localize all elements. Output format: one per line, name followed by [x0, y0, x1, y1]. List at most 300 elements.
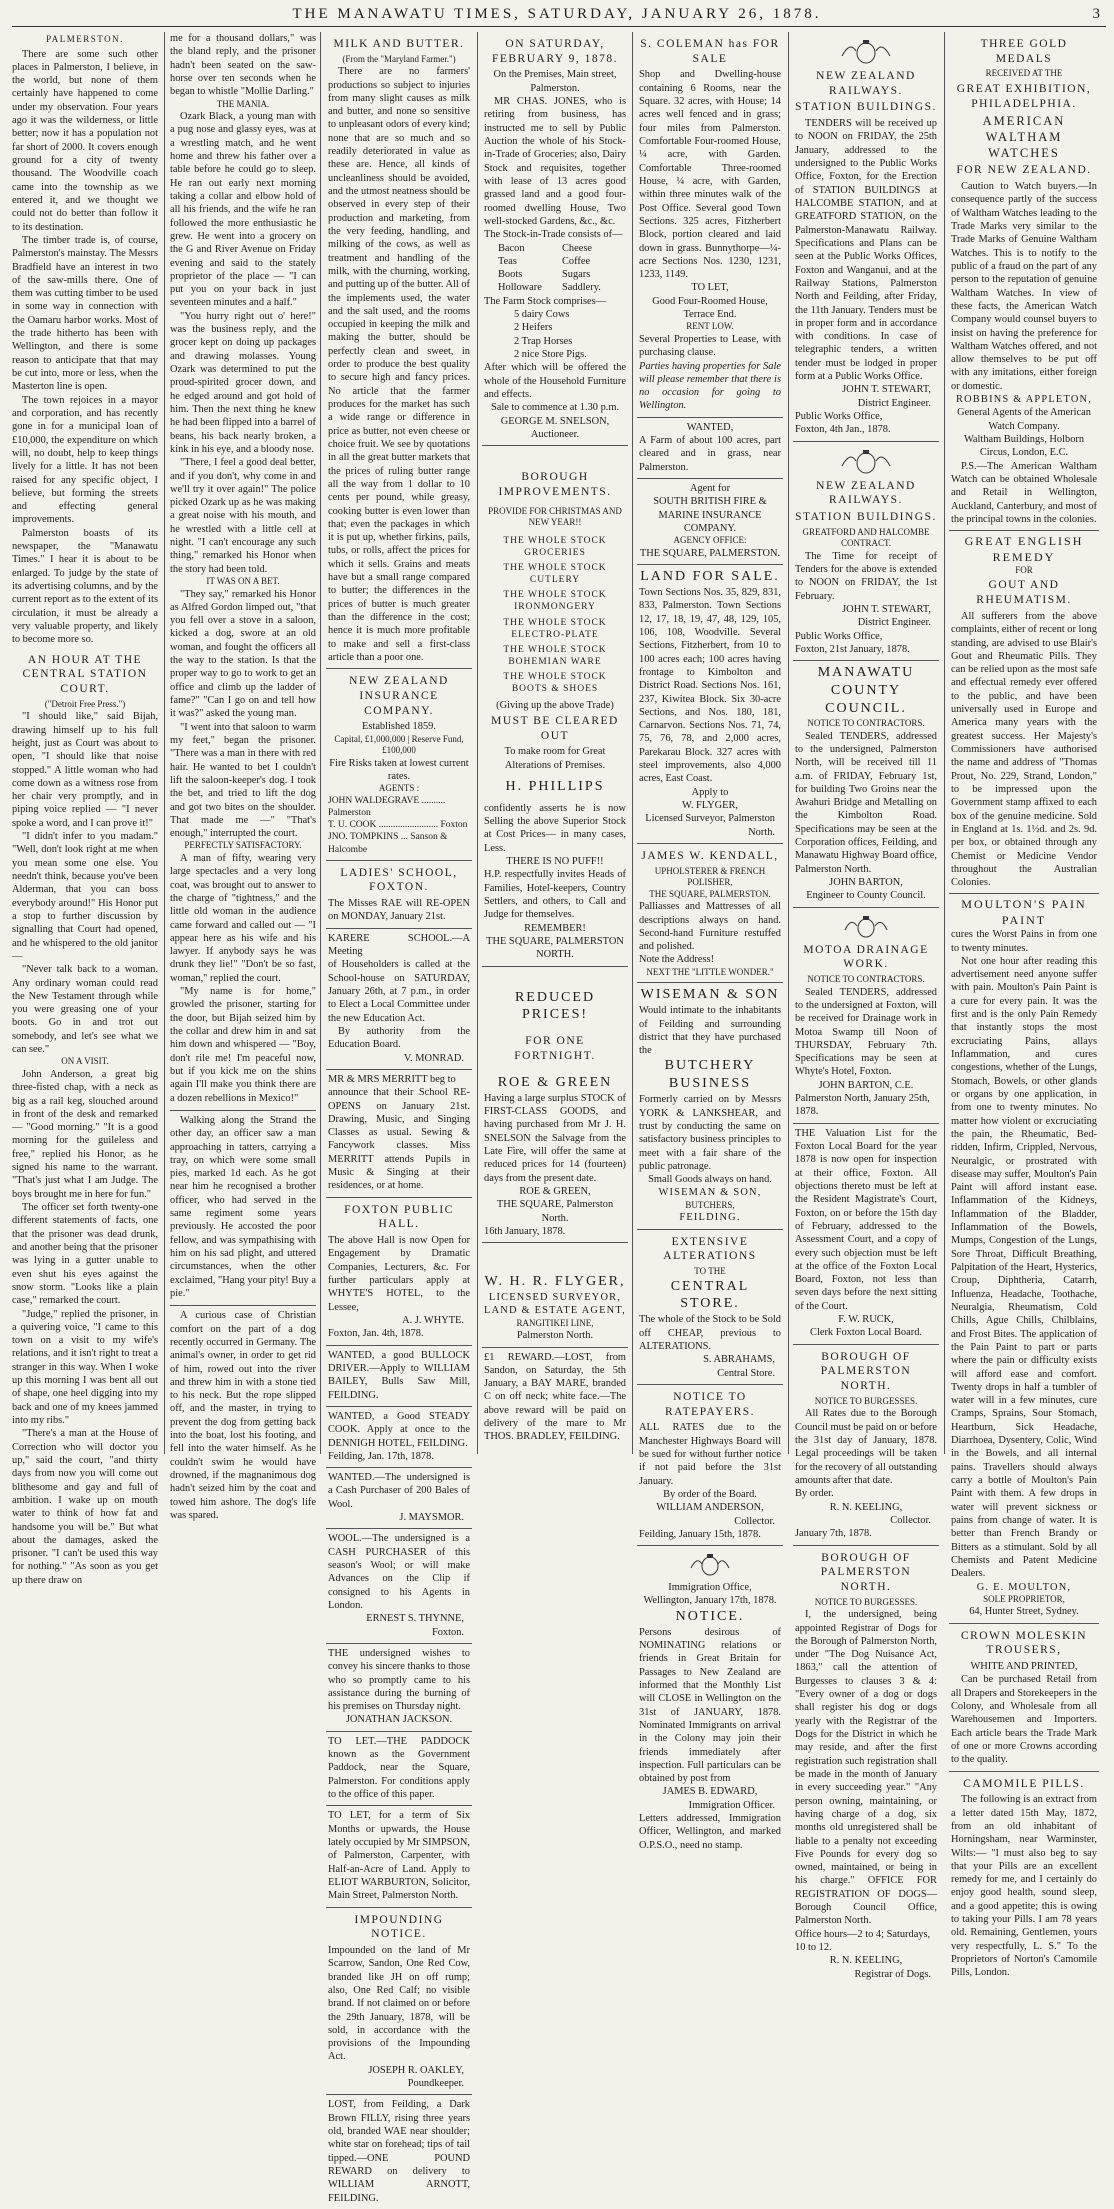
stock-item: Saddlery.	[562, 282, 601, 294]
ad-role: Registrar of Dogs.	[854, 1968, 931, 1980]
valuation-list-ad	[793, 1124, 939, 1345]
nz-railways-tender-ad	[793, 32, 939, 442]
article-paragraph: "I went into that saloon to warm my feet," began the prisoner. "There was a man in there with red hair. He wanted to bet I couldn't lift the saloon-keeper's dog. I took the bet, and tried to lift the dog and got two bites on the shoulder. That made me —" "That's enough," interrupted the court.	[170, 721, 316, 840]
ad-role: Licensed Surveyor, Palmerston North.	[645, 813, 775, 838]
ad-text: RENT LOW.	[686, 321, 734, 332]
borough-improvements-ad	[482, 446, 628, 966]
ad-text: The Farm Stock comprises—	[484, 295, 607, 307]
ad-text: WOOL.—The undersigned is a CASH PURCHASER of this season's Wool; or will make Advances on the Clip if consigned to his Agents in London.	[328, 1533, 470, 1611]
stock-item: Coffee	[562, 255, 591, 267]
ad-title: REDUCED PRICES!	[514, 989, 596, 1023]
article-source: ("Detroit Free Press.")	[44, 698, 126, 709]
article-paragraph: John Anderson, a great big three-fisted chap, with a neck as big as a rail keg, slouched around in front of the desk and remarked — "Good morning." "It is a good morning for the guileless and free," replied his Honor, as he signed his name to the warrant. "That's just what I am Judge. The boys brought me in here for fun."	[12, 1068, 158, 1200]
ad-title: LAND FOR SALE.	[640, 569, 780, 585]
ad-text: LOST, from Feilding, a Dark Brown FILLY, rising three years old, branded WAE near shoulder; white star on forehead; tips of tail tipped.—ONE POUND REWARD on delivery to WILLIAM ARNOTT, FEILDING.	[328, 2099, 470, 2204]
article-paragraph: The timber trade is, of course, Palmerston's mainstay. The Messrs Bradfield have an interest in two of the saw-mills there. One of them was cutting timber to be used in some way in connection with the Oamaru harbor works. Most of the trade hitherto has been with Wellington, and there is some reason to anticipate that that may be cut into, more or less, when the Masterton line is open.	[12, 234, 158, 393]
ad-name: H. PHILLIPS	[505, 778, 605, 794]
ad-text: Town Sections Nos. 35, 829, 831, 833, Palmerston. Town Sections 12, 17, 18, 19, 47, 48, 129, 105, 106, 108, Woodville. Several Sections, Fitzherbert, from 10 to 100 acres each; 100 acres having frontage to Kimbolton and District Road. Sections Nos. 161, 237, Kiwitea Block. Six 30-acre Sections, and Nos. 180, 181, Carnarvon. Sections Nos. 71, 74, 75, 76, 78, and 2,000 acres, Parekarau Block. 327 acres with steel improvements, also 4,000 acres, East Coast.	[639, 587, 781, 785]
stock-line-item: THE WHOLE STOCK ELECTRO-PLATE	[503, 617, 607, 640]
masthead-rule	[12, 26, 1106, 27]
ad-text: REMEMBER!	[524, 922, 586, 934]
impounding-notice	[326, 1908, 472, 2096]
ad-signature: J. MAYSMOR.	[399, 1512, 464, 1524]
ad-text: TO LET, for a term of Six Months or upwards, the House lately occupied by Mr SIMPSON, of Palmerston, Carpenter, with Half-an-Acre of Land. Apply to ELIOT WARBURTON, Solicitor, Main Street, Palmerston North.	[328, 1810, 470, 1902]
article-subheading: IT WAS ON A BET.	[206, 576, 280, 587]
article-paragraph: "They say," remarked his Honor as Alfred Gordon limped out, "that you fell over a stove in a saloon, kicked a dog, swore at an old woman, and fought the officers all the way to the station. Is that the proper way to go to work to get an office and climb up the ladder of fame?" "Can I go on and tell how it was?" asked the young man.	[170, 588, 316, 720]
ad-text: TO LET.—THE PADDOCK known as the Government Paddock, near the Square, Palmerston. For conditions apply to the office of this paper.	[328, 1735, 470, 1801]
ad-text: Formerly carried on by Messrs YORK & LANKSHEAR, and trust by conducting the same on satisfactory business principles to meet with a fair share of the public patronage.	[639, 1094, 781, 1172]
ad-role: District Engineer.	[857, 617, 931, 629]
ad-text: Impounded on the land of Mr Scarrow, Sandon, One Red Cow, branded like JH on off rump; also, One Red Calf; no visible brand. If not claimed on or before the 29th January, 1878, will be sold, in accordance with the provisions of the Impounding Act.	[328, 1944, 470, 2063]
ad-text: To make room for Great Alterations of Premises.	[504, 746, 606, 771]
ad-title: NEW ZEALAND RAILWAYS.	[816, 70, 916, 97]
ad-text: announce that their School RE-OPENS on January 21st. Drawing, Music, and Singing Classes as usual. Sewing & Fancywork classes. Miss MERRITT attends Pupils in Music & Singing at their residences, or at home.	[328, 1087, 470, 1192]
wiseman-butchers-ad	[637, 983, 783, 1229]
wool-purchaser-ad	[326, 1529, 472, 1644]
ad-signature: GEORGE M. SNELSON,	[500, 415, 610, 427]
ad-text: The following is an extract from a letter dated 15th May, 1872, from an old inhabitant of Horningsham, near Warminster, Wilts:— "I must also beg to say that your Pills are an excellent remedy for me, and I certainly do enjoy good health, sound sleep, and a good appetite; this is owing to taking your Pills. I am 78 years old. Remaining, Gentlemen, yours very respectfully, L. S." To the Proprietors of Norton's Camomile Pills, London.	[951, 1794, 1097, 1979]
article-paragraph: "I didn't infer to you madam." "Well, don't look right at me when you mean some one else. You needn't think, because you've been Alderman, that you can boss everybody around!" His Honor put a stop to further discussion by signalling that Court had opened, and he whispered to the old janitor —	[12, 831, 158, 962]
merritt-school-ad	[326, 1070, 472, 1198]
article-paragraph: me for a thousand dollars," was the bland reply, and the prisoner hadn't been seated on the saw-horse over ten seconds when he began to whistle "Mollie Darling."	[170, 33, 316, 98]
ad-text: P.S.—The American Waltham Watch can be obtained Wholesale and Retail in Wellington, Auckland, Canterbury, and most of the principal towns in the colonies.	[951, 460, 1097, 525]
ad-text: WANTED, a good BULLOCK DRIVER.—Apply to WILLIAM BAILEY, Bulls Saw Mill, FEILDING.	[328, 1349, 470, 1401]
dog-registration-notice	[793, 1546, 939, 1985]
farm-stock-item: 2 Trap Horses	[514, 335, 573, 347]
ad-subtitle: NOTICE TO BURGESSES.	[814, 1395, 918, 1406]
ad-title: JAMES W. KENDALL,	[641, 849, 779, 862]
column-6	[793, 32, 939, 1980]
ad-signature: JOHN T. STEWART,	[842, 604, 931, 616]
ladies-school-ad	[326, 861, 472, 929]
ad-text: AGENCY OFFICE:	[673, 535, 747, 546]
ad-role: Immigration Officer.	[688, 1799, 775, 1811]
ad-subtitle: PROVIDE FOR CHRISTMAS AND NEW YEAR!!	[488, 505, 622, 528]
ad-text: Fire Risks taken at lowest current rates.	[329, 757, 469, 783]
ad-text: TO LET,	[691, 282, 729, 294]
ad-text: Capital, £1,000,000 | Reserve Fund, £100,000	[334, 733, 464, 756]
ad-text: Having a large surplus STOCK of FIRST-CLASS GOODS, and having purchased from Mr J. H. SNELSON the Salvage from the Late Fire, will offer the same at reduced prices for 14 (fourteen) days from the present date.	[484, 1092, 626, 1184]
ad-place: FEILDING.	[679, 1212, 741, 1224]
ad-signature: S. ABRAHAMS,	[703, 1354, 775, 1366]
ad-title: MANAWATU COUNTY COUNCIL.	[817, 665, 915, 717]
ad-text: cures the Worst Pains in from one to twenty minutes.	[951, 929, 1097, 954]
ad-signature: WISEMAN & SON,	[658, 1187, 762, 1199]
farm-stock-list	[484, 308, 626, 361]
stock-item: Teas	[498, 255, 517, 267]
ad-title: LADIES' SCHOOL, FOXTON.	[340, 866, 458, 894]
column-7	[949, 32, 1099, 1979]
farm-stock-item: 2 nice Store Pigs.	[514, 349, 587, 360]
ad-highlight: MUST BE CLEARED OUT	[491, 714, 619, 742]
ad-text: All Rates due to the Borough Council must be paid on or before the 31st day of January, 1878. Legal proceedings will be taken for the recovery of all outstanding amounts after that date.	[795, 1408, 937, 1486]
article-paragraph: "You hurry right out o' here!" was the business reply, and the grocer kept on doing up packages and drawing molasses. Young Ozark was determined to put the proud-spirited grocer down, and he edged around and got hold of him. Then the next thing he knew he had been flipped into a barrel of beans, his back nearly broken, a kink in his eye, and a bloody nose.	[170, 310, 316, 455]
article-paragraph: There are no farmers' productions so subject to injuries from many slight causes as milk and butter, and none so sensitive to unpleasant odors of every kind; none that are so much and so readily deteriorated in value as these are. Hence, all kinds of uncleanliness should be avoided, and the utmost neatness should be observed in every step of their production and marketing, from the very feeding, handling, and milking of the cows, as well as treatment and handling of the milk, with the churning, working, and putting up of the butter. All of the implements used, the water and the salt used, and the rooms occupied in keeping the milk and making the butter, should be perfectly clean and sweet, in order to produce the best quality to secure high and fancy prices. No article that the farmer produces for the market has such a wide range or difference in price as butter, not even cheese or choice fruit. We see by quotations in all the great butter markets that the prices of ruling butter range all the way from 1 dollar to 10 cents per pound, while greasy, cooking butter is even lower than that; even the packages in which it is put up, whether firkins, pails, tubs, or rolls, affect the prices for which it sells. Grains and meats have but a small range compared to butter; the differences in the prices of butter is much greater than the difference in the cost; hence it is much more profitable to make and sell a first-class article than a poor one.	[328, 66, 470, 663]
ad-role: Poundkeeper.	[407, 2078, 464, 2090]
ad-subtitle: NOTICE TO CONTRACTORS.	[807, 718, 925, 729]
ad-subtitle: STATION BUILDINGS.	[795, 511, 937, 524]
ad-subtitle: GREATFORD AND HALCOMBE CONTRACT.	[802, 526, 930, 549]
ad-text: I, the undersigned, being appointed Registrar of Dogs for the Borough of Palmerston North, under "The Dog Nuisance Act, 1863," call the attention of Burgesses to clauses 3 & 4: "Every owner of a dog or dogs shall register his dog or dogs yearly with the Registrar of the Dogs for the District in which he may reside, and after the first registration such registration shall be made in the month of January in every succeeding year." "Any person owning, maintaining, or having charge of a dog, six months old unregistered shall be liable to a penalty not exceeding Five Pounds for every dog so owned, maintained, or being in his charge." OFFICE FOR REGISTRATION OF DOGS— Borough Council Office, Palmerston North.	[795, 1609, 937, 1927]
land-for-sale-ad	[637, 565, 783, 844]
ad-text: Letters addressed, Immigration Officer, Wellington, and marked O.P.S.O., need no stamp.	[639, 1813, 781, 1851]
ad-date: Foxton, 4th Jan., 1878.	[795, 424, 891, 436]
moleskin-trousers-ad	[949, 1624, 1099, 1772]
stock-line-item: THE WHOLE STOCK IRONMONGERY	[503, 590, 607, 613]
ad-text: Persons desirous of NOMINATING relations or friends in Great Britain for Passages to New Zealand are informed that the Monthly List will CLOSE in Wellington on the 31st of JANUARY, 1878. Nominated Immigrants on arrival in the Colony may join their friends immediately after inspection. Full particulars can be obtained by post from	[639, 1626, 781, 1785]
masthead	[0, 0, 1114, 30]
article-subheading: ON A VISIT.	[61, 1056, 109, 1067]
ad-title: BOROUGH IMPROVEMENTS.	[498, 471, 612, 498]
ad-date: Foxton, 21st January, 1878.	[795, 644, 910, 656]
ad-signature: R. N. KEELING,	[829, 1955, 903, 1967]
reduced-prices-ad	[482, 967, 628, 1244]
ad-place: Central Store.	[717, 1367, 775, 1379]
central-store-ad	[637, 1230, 783, 1385]
article-paragraph: "Judge," replied the prisoner, in a quivering voice, "I came to this town on a visit to my wife's relations, and it isn't right to treat a stranger in this way. When I woke up this morning I was bent all out of shape, one heel digging into my back and one of my knees jammed into my ribs."	[12, 1308, 158, 1427]
ad-role: Engineer to County Council.	[806, 890, 926, 902]
ad-role: Collector.	[890, 1514, 931, 1526]
ad-date: 16th January, 1878.	[484, 1225, 566, 1237]
ad-role: Collector.	[734, 1515, 775, 1527]
ad-address: Waltham Buildings, Holborn Circus, London, E.C.	[963, 434, 1085, 459]
column-5	[637, 32, 783, 1851]
ad-date: Palmerston North, January 25th, 1878.	[795, 1093, 930, 1118]
article-paragraph: The officer set forth twenty-one different statements of facts, one that the prisoner was dead drunk, and another being that the prisoner was lying in a gutter unable to even shut his eyes against the snow storm. "Looks like a plain case," remarked the court.	[12, 1202, 158, 1307]
ratepayers-notice	[637, 1385, 783, 1546]
ad-signature: G. E. MOULTON,	[976, 1581, 1072, 1593]
column-divider	[944, 32, 945, 1454]
ad-text: Immigration Office,	[668, 1582, 752, 1594]
column-divider	[477, 32, 478, 1454]
ad-text: On the Premises, Main street, Palmerston.	[493, 69, 617, 94]
ad-text: of Householders is called at the School-house on SATURDAY, January 26th, at 7 p.m., in order to Elect a Local Committee under the new Education Act.	[328, 959, 470, 1024]
ad-place: Palmerston North.	[516, 1330, 594, 1342]
ad-signature: A. J. WHYTE.	[402, 1315, 464, 1327]
ad-subtitle: FOR ONE FORTNIGHT.	[514, 1035, 596, 1063]
stock-line-item: THE WHOLE STOCK GROCERIES	[503, 535, 607, 558]
public-hall-ad	[326, 1198, 472, 1346]
column-divider	[164, 32, 165, 1454]
ad-address: THE SQUARE, PALMERSTON NORTH.	[486, 935, 624, 961]
ad-text: LICENSED SURVEYOR, LAND & ESTATE AGENT,	[484, 1292, 626, 1317]
article-subheading: THE MANIA.	[216, 98, 270, 109]
immigration-notice	[637, 1546, 783, 1856]
reward-ad	[482, 1348, 628, 1448]
ad-text: Apply to	[691, 786, 729, 798]
ad-text: ALL RATES due to the Manchester Highways Board will be sued for without further notice if not paid before the 31st January.	[639, 1422, 781, 1487]
county-council-ad	[793, 661, 939, 907]
ad-text: Can be purchased Retail from all Drapers and Storekeepers in the Colony, and Wholesale from all Warehousemen and Importers. Each article bears the Trade Mark of one or more Crowns according to the quality.	[951, 1674, 1097, 1766]
ad-signature: F. W. RUCK,	[838, 1314, 894, 1326]
ad-text: A Farm of about 100 acres, part cleared and in grass, near Palmerston.	[639, 435, 781, 473]
ad-title: WANTED,	[686, 421, 734, 433]
ad-address: THE SQUARE, PALMERSTON.	[649, 888, 771, 899]
ad-role: BUTCHERS,	[685, 1199, 735, 1210]
ad-text: RECEIVED AT THE	[985, 68, 1063, 79]
ad-text: WANTED, a Good STEADY COOK. Apply at once to the DENNIGH HOTEL, FEILDING.	[328, 1410, 470, 1449]
article-paragraph: A man of fifty, wearing very large spectacles and a very long coat, was brought out to answer to the charge of "tightness," and the little old woman in the audience came forward and called out — "I appear here as his wife and his lawyer. If anybody says he was drunk they lie!" "Don't be so fast, woman," replied the court.	[170, 852, 316, 984]
ad-text: Sale to commence at 1.30 p.m.	[490, 402, 620, 414]
ad-text: WANTED.—The undersigned is a Cash Purchaser of 200 Bales of Wool.	[328, 1472, 470, 1510]
ad-subtitle: NOTICE TO CONTRACTORS.	[807, 974, 925, 985]
ad-role: Auctioneer.	[530, 428, 580, 440]
ad-text: Public Works Office,	[795, 630, 883, 642]
ad-signature: JOSEPH R. OAKLEY,	[368, 2064, 464, 2076]
farm-wanted-ad	[637, 418, 783, 479]
ad-name: GOUT AND RHEUMATISM.	[976, 579, 1072, 607]
ad-title: BOROUGH OF PALMERSTON NORTH.	[820, 1350, 912, 1393]
masthead-title: THE MANAWATU TIMES, SATURDAY, JANUARY 26, 1878.	[292, 6, 822, 22]
ad-text: Public Works Office,	[795, 411, 883, 423]
lost-filly-ad	[326, 2095, 472, 2209]
ad-text: Not one hour after reading this advertisement need anyone suffer with pain. Moulton's Pain Paint is a cure for every pain. It was the first and is the only Pain Remedy that instantly stops the most excruciating Pains, allays Inflammation, and cures congestions, whether of the Lungs, Stomach, Bowels, or other glands or organs by one application, in from one to twenty minutes. No matter how violent or excruciating the pain, the Rheumatic, Bed-ridden, Infirm, Crippled, Nervous, Neuralgic, or prostrated with disease may suffer, Moulton's Pain Paint will afford instant ease. Inflammation of the Kidneys, Inflammation of the Bladder, Inflammation of the Bowels, Mumps, Congestion of the Lungs, Sore Throat, Difficult Breathing, Palpitation of the Heart, Hysterics, Croup, Diphtheria, Catarrh, Influenza, Headache, Toothache, Neuralgia, Rheumatism, Cold Chills, Ague Chills, Chilblains, and Frost Bites. The application of the Pain Paint to part or parts where the pain or difficulty exists will afford ease and comfort. Twenty drops in half a tumbler of water will in a few minutes, cure Cramps, Sprains, Sour Stomach, Heartburn, Sick Headache, Diarrhoea, Dysentery, Colic, Wind in the Bowels, and all internal pains. Travellers should always carry a bottle of Moulton's Pain Paint with them. A few drops in water will prevent sickness or pains from change of water. It is better than French Brandy or Bitters as a stimulant. Sold by all Chemists and Patent Medicine Dealers.	[951, 955, 1097, 1580]
ad-text: Sealed TENDERS, addressed to the undersigned, Palmerston North, will be received till 11 a.m. of FRIDAY, February 1st, for building Two Groins near the Awahuri Bridge and Metalling on the Kimbolton Road. Specifications may be seen at the Corporation offices, Feilding, and Manawatu Highway Board office, Palmerston North.	[795, 730, 937, 875]
ad-text: Caution to Watch buyers.—In consequence partly of the success of Waltham Watches leading to the Trade Marks very similar to the Trade Marks of Genuine Waltham Watches. This is to notify to the public of a fraud on the part of any person to the reputation of genuine Waltham Watches. In view of these facts, the American Watch Company would counsel buyers to insist on having the preference for Waltham Watches offered, and not allow themselves to be put off with any imitations, either foreign or domestic.	[951, 181, 1097, 392]
article-subheading: PERFECTLY SATISFACTORY.	[184, 840, 302, 851]
ad-name: ROE & GREEN	[497, 1074, 613, 1090]
ad-text: By order of the Board.	[663, 1488, 757, 1500]
column-divider	[788, 32, 789, 1454]
page-number: 3	[1092, 6, 1100, 22]
ad-text: £1 REWARD.—LOST, from Sandon, on Saturday, the 5th January, a BAY MARE, branded C on off neck; white face.—The above reward will be paid on delivery of the mare to Mr THOS. BRADLEY, FEILDING.	[484, 1351, 626, 1443]
ad-signature: ROBBINS & APPLETON,	[955, 394, 1093, 406]
ad-highlight: BUTCHERY BUSINESS	[664, 1058, 756, 1092]
ad-date: Foxton, Jan. 4th, 1878.	[328, 1328, 424, 1340]
article-paragraph: "There, I feel a good deal better, and if you don't, why come in and we'll try it over again!" The police picked Ozark up as he was making a great noise with his mouth, and he wrestled with a little cell at night. "I can't encourage any such thing," remarked his Honor when the story had been told.	[170, 457, 316, 575]
article-paragraph: Ozark Black, a young man with a pug nose and glassy eyes, was at a wrestling match, and he went home and threw his father over a table before he could go to sleep. He ran out early next morning taking a collar and elbow hold of all his friends, and the wife he ran followed the more enthusiastic he grew. He went into a grocery on the G and River Avenue on Friday evening and said to the stately proprietor of the place — "I can put you on your back in just seventeen minutes and a half."	[170, 111, 316, 309]
ad-text: NEXT THE "LITTLE WONDER."	[646, 966, 774, 977]
ad-signature: ERNEST S. THYNNE,	[366, 1613, 464, 1625]
ad-text: Established 1859.	[362, 721, 436, 733]
ad-text: UPHOLSTERER & FRENCH POLISHER,	[654, 865, 766, 888]
ad-subtitle: WHITE AND PRINTED,	[970, 1661, 1078, 1673]
article-paragraph: Palmerston boasts of its newspaper, the "Manawatu Times." I hear it is about to be enlarged. To judge by the state of its advertising columns, and by the current report as to the extent of its circulation, it must be already a very valuable property, and likely to become more so.	[12, 527, 158, 646]
ad-text: Office hours—2 to 4; Saturdays, 10 to 12.	[795, 1928, 931, 1953]
ad-text: The whole of the Stock to be Sold off CHEAP, previous to ALTERATIONS.	[639, 1314, 781, 1352]
ad-name: CENTRAL STORE.	[670, 1278, 750, 1312]
stock-item: Sugars	[562, 269, 591, 281]
ad-signature: W. FLYGER,	[681, 800, 738, 811]
article-paragraph: "Never talk back to a woman. Any ordinary woman could read the New Testament through while you were greasing one of your boots. Go in and trot out somebody, and let's see what we can see."	[12, 964, 158, 1056]
ad-text: confidently asserts he is now Selling the above Superior Stock at Cost Prices— in many cases, Less.	[484, 802, 626, 854]
farm-stock-item: 2 Heifers	[514, 322, 553, 334]
ad-text: H.P. respectfully invites Heads of Families, Hotel-keepers, Country Settlers, and others, to Call and Judge for themselves.	[484, 869, 626, 921]
column-3	[326, 32, 472, 2204]
article-paragraph: There are some such other places in Palmerston, I believe, in the world, but none of them certainly have happened to come under my observation. Four years ago it was the wilderness, or little better; now it has a population not far short of 2000. It covers enough ground for a city of twenty thousand. The Woodville coach came into the township as we entered it, and we thought we could not do better than follow it to its destination.	[12, 48, 158, 233]
ad-title: NEW ZEALAND INSURANCE COMPANY.	[349, 675, 449, 717]
ad-title: IMPOUNDING NOTICE.	[354, 1913, 444, 1941]
nz-railways-extension-ad	[793, 442, 939, 662]
column-divider	[320, 32, 321, 1454]
stock-item: Cheese	[562, 242, 593, 254]
ad-signature: ROE & GREEN,	[519, 1185, 591, 1197]
crest-icon	[687, 1552, 733, 1578]
ad-role: SOLE PROPRIETOR,	[983, 1593, 1065, 1604]
ad-text: THE Valuation List for the Foxton Local Board for the year 1878 is now open for inspection at their office, Foxton. All objections thereto must be left at the Resident Magistrate's Court, Foxton, on or before the 15th day of February, addressed to the Assessment Court, and a copy of every such objection must be left at the office of the Foxton Local Board, Foxton, not less than seven days before the next sitting of the Court.	[795, 1127, 937, 1312]
ad-title: GREAT ENGLISH REMEDY	[964, 534, 1084, 564]
ad-name: AMERICAN WALTHAM WATCHES	[982, 114, 1066, 161]
stock-line-item: THE WHOLE STOCK CUTLERY	[503, 562, 607, 586]
column-divider	[632, 32, 633, 1454]
ad-text: TO THE	[694, 1266, 726, 1277]
ad-text: By order.	[795, 1488, 834, 1500]
ad-text: TENDERS will be received up to NOON on FRIDAY, the 25th January, addressed to the undersigned to the Public Works Office, Foxton, for the Erection of STATION BUILDINGS at HALCOMBE STATION, and at GREATFORD STATION, on the Palmerston-Manawatu Railway. Specifications and Plans can be seen at the Public Works Offices, Foxton and Wanganui, and at the Railway Stations, Palmerston North and Feilding, after Friday, the 11th January. Tenders must be in proper form and in accordance with conditions. In case of telegraphic tenders, a written tender must be lodged in proper form at a Public Works Office.	[795, 118, 937, 383]
ad-title: NOTICE.	[675, 1608, 745, 1624]
article-paragraph: "My name is for home," growled the prisoner, starting for the door, but Bijah seized him by the collar and drew him in and sat him down and whispered — "Boy, don't rile me! I'm peaceful now, but if you kick me on the shins again I'll make you think there are a dozen rebellions in Mexico!"	[170, 986, 316, 1104]
ad-text: JNO. TOMPKINS ... Sanson & Halcombe	[328, 832, 448, 855]
ad-text: Agent for	[689, 483, 731, 495]
ad-text: THERE IS NO PUFF!!	[506, 856, 604, 868]
ad-text: All sufferers from the above complaints, either of recent or long standing, are advised to use Blair's Gout and Rheumatic Pills. They can be relied upon as the most safe and effectual remedy ever offered to the public, and have been universally used in Europe and America many years with the greatest success. Her Majesty's Commissioners have authorised the name and address of "Thomas Prout, No. 229, Strand, London," to be impressed upon the Government stamp affixed to each box of the genuine medicine. Sold in England at 1s. 1½d. and 2s. 9d. per box, or obtained through any Chemist or Medicine Vendor throughout the Australian Colonies.	[951, 610, 1097, 889]
thanks-notice	[326, 1644, 472, 1732]
camomile-pills-ad	[949, 1772, 1099, 1984]
ad-text: FOR NEW ZEALAND.	[956, 164, 1092, 177]
ad-address: THE SQUARE, PALMERSTON.	[639, 547, 781, 559]
ad-text: RANGITIKEI LINE,	[516, 1317, 594, 1328]
ad-signature: JOHN BARTON, C.E.	[818, 1079, 914, 1091]
ad-title: THREE GOLD MEDALS	[980, 38, 1068, 65]
ad-signature: WILLIAM ANDERSON,	[656, 1502, 764, 1514]
nz-insurance-ad	[326, 669, 472, 860]
ad-text: SOUTH BRITISH FIRE & MARINE INSURANCE COMPANY.	[653, 496, 767, 534]
gout-remedy-ad	[949, 531, 1099, 894]
motoa-drainage-ad	[793, 908, 939, 1124]
ad-title: MOTOA DRAINAGE WORK.	[803, 943, 929, 971]
ad-signature: JOHN T. STEWART,	[842, 384, 931, 396]
pain-paint-ad	[949, 894, 1099, 1623]
ad-title: S. COLEMAN has FOR SALE	[640, 38, 780, 65]
stock-list	[484, 535, 626, 696]
ad-text: (Giving up the above Trade)	[496, 699, 614, 711]
insurance-agent-ad	[637, 479, 783, 565]
auction-sale-ad	[482, 32, 628, 446]
ad-signature: V. MONRAD.	[403, 1052, 464, 1064]
paddock-to-let-ad	[326, 1732, 472, 1807]
ad-text: Small Goods always on hand.	[648, 1174, 772, 1186]
ad-name: W. H. R. FLYGER,	[484, 1274, 626, 1290]
article-heading: PALMERSTON.	[46, 34, 124, 44]
ad-subtitle: STATION BUILDINGS.	[795, 101, 937, 114]
ad-title: FOXTON PUBLIC HALL.	[344, 1203, 454, 1231]
ad-date: January 7th, 1878.	[795, 1528, 872, 1540]
ad-title: BOROUGH OF PALMERSTON NORTH.	[820, 1551, 912, 1593]
ad-date: Wellington, January 17th, 1878.	[643, 1595, 777, 1607]
ad-role: General Agents of the American Watch Company.	[957, 407, 1091, 432]
column-2	[170, 32, 316, 1521]
stock-item: Boots	[498, 269, 523, 281]
ad-title: CROWN MOLESKIN TROUSERS,	[960, 1629, 1088, 1657]
article-heading: MILK AND BUTTER.	[333, 38, 465, 50]
flyger-surveyor-ad	[482, 1243, 628, 1347]
article-divider	[170, 1305, 316, 1306]
ad-text: By authority from the Education Board.	[328, 1025, 470, 1051]
ad-title: MOULTON'S PAIN PAINT	[961, 897, 1087, 927]
ad-subtitle: NOTICE TO BURGESSES.	[814, 1596, 918, 1607]
ad-text: Palliasses and Mattresses of all descriptions always on hand. Second-hand Furniture restuffed and polished.	[639, 901, 781, 953]
farm-stock-item: 5 dairy Cows	[514, 309, 570, 321]
milk-butter-article	[326, 32, 472, 669]
column-4	[482, 32, 628, 1454]
stock-item: Holloware	[498, 282, 542, 294]
stock-item: Bacon	[498, 242, 525, 254]
ad-signature: JONATHAN JACKSON.	[345, 1714, 453, 1726]
ad-title: MR & MRS MERRITT beg to	[328, 1073, 456, 1085]
article-paragraph: A curious case of Christian comfort on the part of a dog recently occurred in Germany. The animal's owner, in order to get rid of him, rowed out into the river and threw him in with a stone tied to his neck. But the rope slipped off, and the master, in trying to prevent the dog from getting back into the boat, lost his footing, and fell into the water himself. As he couldn't swim he would have drowned, if the magnanimous dog hadn't seized him by the coat and towed him ashore. The dog's life was spared.	[170, 1310, 316, 1521]
ad-title: EXTENSIVE ALTERATIONS	[663, 1235, 757, 1263]
ad-text: The Time for receipt of Tenders for the above is extended to NOON on FRIDAY, the 1st February.	[795, 550, 937, 602]
borough-rates-notice	[793, 1345, 939, 1546]
ad-title: NEW ZEALAND RAILWAYS.	[816, 479, 916, 507]
ad-place: Foxton.	[431, 1626, 464, 1638]
ad-title: ON SATURDAY, FEBRUARY 9, 1878.	[491, 38, 619, 65]
stock-line-item: THE WHOLE STOCK BOOTS & SHOES	[503, 672, 607, 695]
ad-role: Clerk Foxton Local Board.	[810, 1327, 922, 1339]
ad-text: Shop and Dwelling-house containing 6 Rooms, near the Square. 32 acres, with House; 14 acres well fenced and in grass; four miles from Palmerston. Comfortable Four-roomed House, ¼ acre, with Garden. Comfortable Three-roomed House, ¼ acre, with Garden, within three minutes walk of the Post Office. Several good Town Sections. 325 acres, Fitzherbert Block, portion cleared and laid down in grass. Bunnythorpe—¼-acre Sections Nos. 1230, 1231, 1233, 1149.	[639, 69, 781, 281]
bullock-driver-ad	[326, 1346, 472, 1407]
ad-text: THE undersigned wishes to convey his sincere thanks to those who so promptly came to his assistance during the burning of his premises on Thursday night.	[328, 1647, 470, 1713]
ad-note: Note the Address!	[639, 954, 715, 966]
karere-school-ad	[326, 929, 472, 1070]
ad-text: The Misses RAE will RE-OPEN on MONDAY, January 21st.	[328, 898, 470, 923]
ad-text: After which will be offered the whole of the Household Furniture and effects.	[484, 362, 626, 400]
ad-text: Would intimate to the inhabitants of Feilding and surrounding district that they have purchased the	[639, 1005, 781, 1057]
crest-icon	[838, 448, 894, 476]
article-source: (From the "Maryland Farmer.")	[342, 53, 456, 64]
waltham-watches-ad	[949, 32, 1099, 531]
stock-list	[484, 242, 626, 295]
ad-text: The above Hall is now Open for Engagement by Dramatic Companies, Lecturers, &c. For further particulars apply at WHYTE'S HOTEL, to the Lessee,	[328, 1235, 470, 1313]
article-paragraph: Walking along the Strand the other day, an officer saw a man approaching in tatters, carrying a tray, on which were some small pies, marked 1d each. As he got near him he recognised a brother officer, who had served in the same regiment some years previously. He accosted the poor fellow, and was sympathising with him on his sad plight, and uttered circumstances, when the other exclaimed, "Hang your pity! Buy a pie."	[170, 1114, 316, 1299]
article-paragraph: The town rejoices in a mayor and corporation, and has recently gone in for a municipal loan of £10,000, the expenditure on which will, no doubt, help to keep things lively for a little. It has not been raised for any specific object, I believe, but forming the streets and effecting general improvements.	[12, 394, 158, 526]
ad-role: District Engineer.	[857, 397, 931, 409]
house-to-let-ad	[326, 1806, 472, 1907]
article-divider	[170, 1110, 316, 1111]
article-paragraph: "There's a man at the House of Correction who will doctor you up," said the court, "and thirty days from now you will come out blithesome and gay and full of ambition. I wake up on mouth water to think of how fat and handsome you will be." But what about the damages, asked the prisoner. "I can't be used this way for nothing." "As soon as you get up there draw on	[12, 1428, 158, 1586]
cook-wanted-ad	[326, 1407, 472, 1468]
crest-icon	[841, 914, 891, 940]
ad-title: KARERE SCHOOL.—A Meeting	[328, 932, 470, 958]
coleman-sale-ad	[637, 32, 783, 418]
ad-address: THE SQUARE, Palmerston North.	[496, 1199, 614, 1224]
column-1	[12, 32, 158, 1586]
wool-wanted-ad	[326, 1468, 472, 1529]
ad-text: Sealed TENDERS, addressed to the undersigned at Foxton, will be received for Drainage work in Motoa Swamp till Noon of THURSDAY, February 7th. Specifications may be seen at Whyte's Hotel, Foxton.	[795, 986, 937, 1078]
ad-text: Several Properties to Lease, with purchasing clause.	[639, 333, 781, 359]
ad-note: Parties having properties for Sale will please remember that there is no occasion for going to Wellington.	[639, 360, 781, 412]
ad-title: NOTICE TO RATEPAYERS.	[664, 1390, 756, 1418]
ad-signature: JAMES B. EDWARD,	[662, 1786, 758, 1798]
ad-text: JOHN WALDEGRAVE .......... Palmerston	[328, 795, 446, 819]
ad-title: CAMOMILE PILLS.	[963, 1777, 1085, 1790]
ad-text: GREAT EXHIBITION, PHILADELPHIA.	[956, 82, 1092, 110]
article-paragraph: "I should like," said Bijah, drawing himself up to his full height, just as Court was about to open, "I should like that noise stopped." A little woman who had come down as a witness rose from her chair very promptly, and in piping voice replied — "I never spoke a word, and I can prove it!"	[12, 711, 158, 829]
stock-line-item: THE WHOLE STOCK BOHEMIAN WARE	[503, 644, 607, 668]
ad-text: The Stock-in-Trade consists of—	[484, 229, 623, 241]
ad-text: FOR	[1015, 564, 1033, 575]
ad-signature: R. N. KEELING,	[829, 1501, 903, 1513]
ad-date: Feilding, Jan. 17th, 1878.	[328, 1450, 434, 1462]
article-heading: AN HOUR AT THE CENTRAL STATION COURT.	[22, 653, 148, 696]
ad-text: T. U. COOK ......................... Foxton	[328, 820, 468, 831]
kendall-upholsterer-ad	[637, 844, 783, 983]
ad-address: 64, Hunter Street, Sydney.	[969, 1606, 1079, 1618]
ad-text: MR CHAS. JONES, who is retiring from business, has instructed me to sell by Public Auction the whole of his Stock-in-Trade of Groceries; also, Dairy Stock and requisites, together with lease of 13 acres good grassed land and a good four-roomed dwelling House, Two well-stocked Gardens, &c., &c.	[484, 96, 626, 227]
ad-text: AGENTS :	[378, 783, 420, 794]
ad-title: WISEMAN & SON	[640, 987, 780, 1003]
ad-text: Good Four-Roomed House, Terrace End.	[652, 295, 768, 321]
ad-date: Feilding, January 15th, 1878.	[639, 1528, 761, 1540]
